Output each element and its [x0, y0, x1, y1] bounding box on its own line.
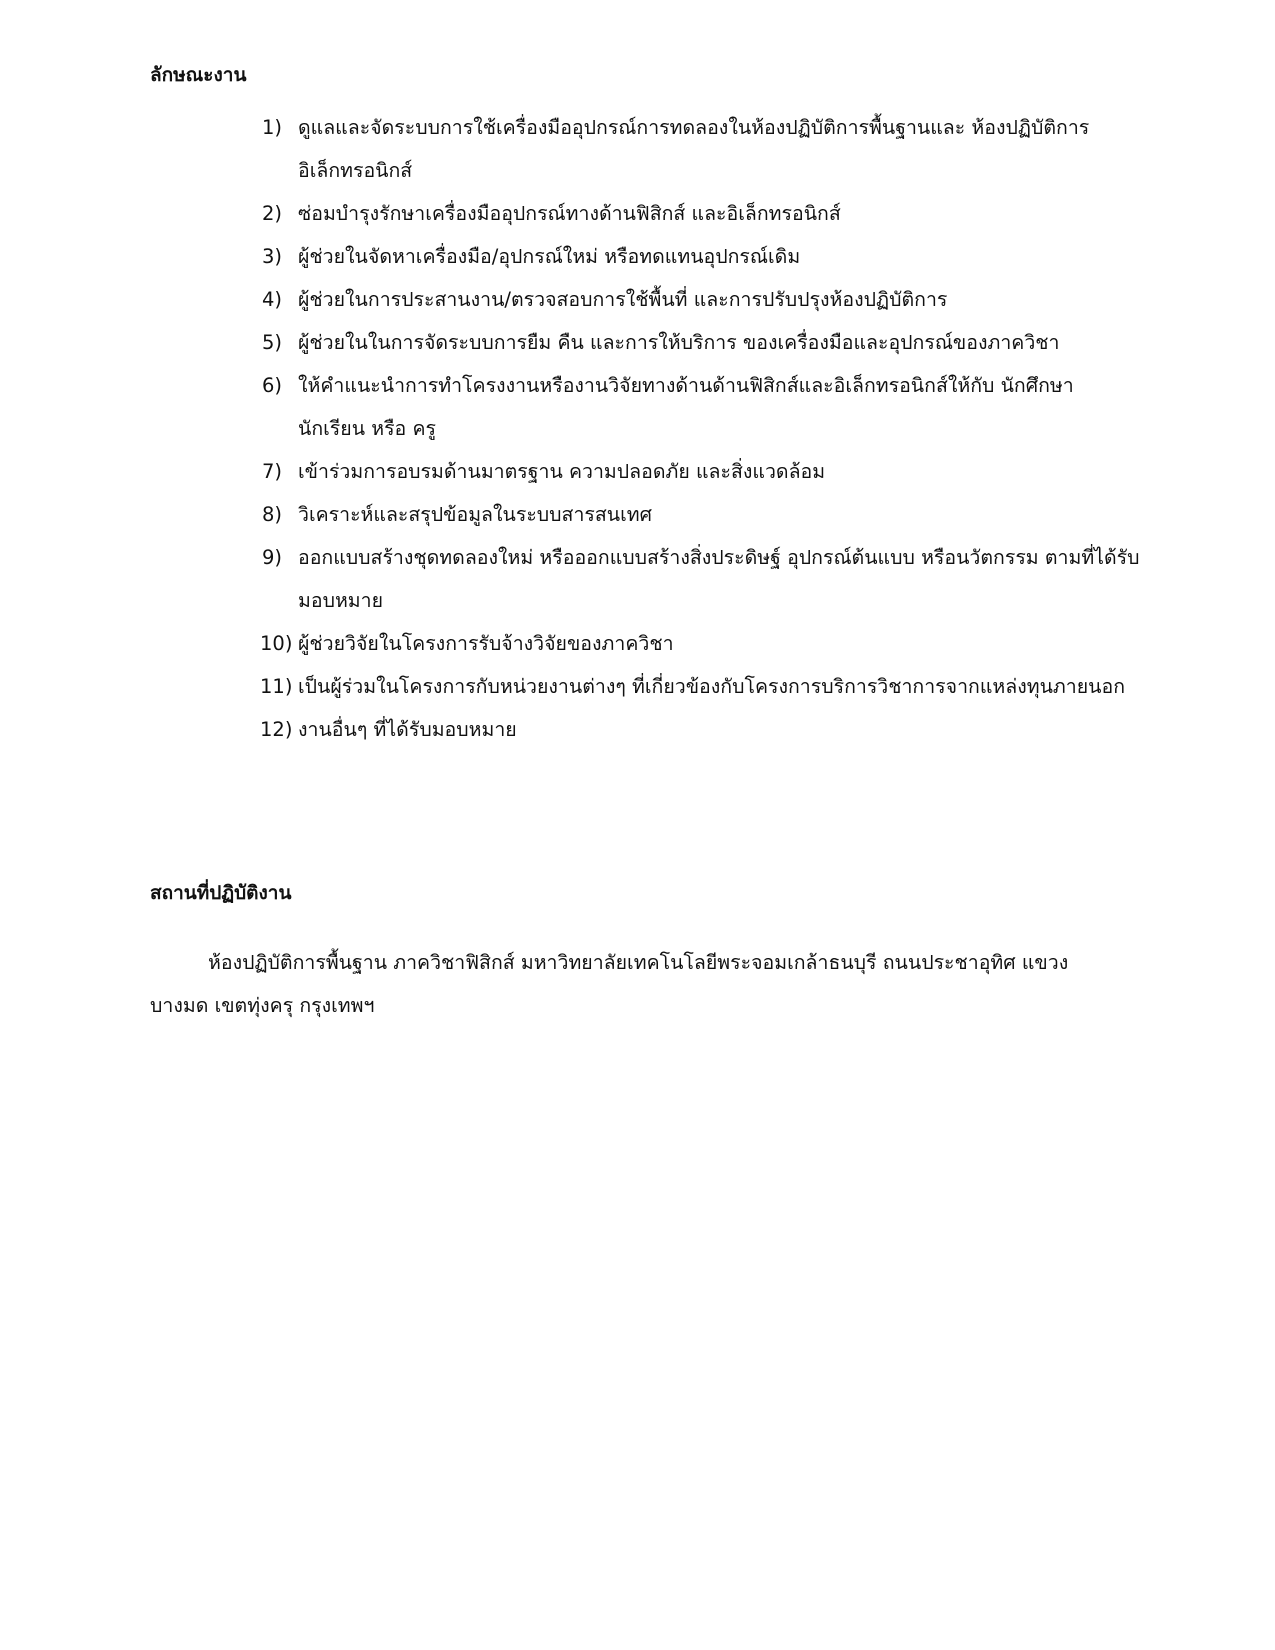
- list-item: [262, 235, 1142, 278]
- list-item-number: 8): [262, 503, 283, 526]
- list-item-text: ผู้ช่วยวิจัยในโครงการรับจ้างวิจัยของภาควิชา: [298, 632, 674, 655]
- list-item: [262, 450, 1142, 493]
- list-item-text: ผู้ช่วยในการประสานงาน/ตรวจสอบการใช้พื้นที่ และการปรับปรุงห้องปฏิบัติการ: [298, 288, 948, 311]
- list-item: [262, 278, 1142, 321]
- list-item-number: 1): [262, 116, 283, 139]
- list-item: [262, 622, 1142, 665]
- list-item-text: เป็นผู้ร่วมในโครงการกับหน่วยงานต่างๆ ที่เกี่ยวข้องกับโครงการบริการวิชาการจากแหล่งทุนภายนอก: [298, 675, 1125, 698]
- list-item-text: ซ่อมบำรุงรักษาเครื่องมืออุปกรณ์ทางด้านฟิสิกส์ และอิเล็กทรอนิกส์: [298, 202, 841, 225]
- list-item-number: 7): [262, 460, 283, 483]
- list-item-number: 12): [260, 718, 293, 741]
- list-item-number: 5): [262, 331, 283, 354]
- list-item-number: 6): [262, 374, 283, 397]
- duties-heading: ลักษณะงาน: [150, 64, 247, 86]
- list-item-number: 3): [262, 245, 283, 268]
- list-item-text: ออกแบบสร้างชุดทดลองใหม่ หรือออกแบบสร้างสิ่งประดิษฐ์ อุปกรณ์ต้นแบบ หรือนวัตกรรม ตามที่ได้รับมอบหมาย: [298, 546, 1140, 612]
- location-heading: สถานที่ปฏิบัติงาน: [150, 882, 292, 904]
- duties-list: [262, 106, 1142, 751]
- list-item: [262, 708, 1142, 751]
- list-item: [262, 106, 1142, 192]
- list-item-number: 4): [262, 288, 283, 311]
- list-item-text: ผู้ช่วยในจัดหาเครื่องมือ/อุปกรณ์ใหม่ หรือทดแทนอุปกรณ์เดิม: [298, 245, 801, 268]
- list-item-number: 11): [260, 675, 293, 698]
- list-item: [262, 192, 1142, 235]
- list-item-text: วิเคราะห์และสรุปข้อมูลในระบบสารสนเทศ: [298, 503, 653, 526]
- list-item: [262, 321, 1142, 364]
- list-item-text: เข้าร่วมการอบรมด้านมาตรฐาน ความปลอดภัย และสิ่งแวดล้อม: [298, 460, 826, 483]
- list-item-text: งานอื่นๆ ที่ได้รับมอบหมาย: [298, 718, 517, 741]
- list-item: [262, 364, 1142, 450]
- list-item-text: ให้คำแนะนำการทำโครงงานหรืองานวิจัยทางด้านด้านฟิสิกส์และอิเล็กทรอนิกส์ให้กับ นักศึกษา นักเรียน หรือ ครู: [298, 374, 1074, 440]
- list-item: [262, 665, 1142, 708]
- list-item: [262, 536, 1142, 622]
- list-item-number: 9): [262, 546, 283, 569]
- list-item: [262, 493, 1142, 536]
- list-item-text: ดูแลและจัดระบบการใช้เครื่องมืออุปกรณ์การทดลองในห้องปฏิบัติการพื้นฐานและ ห้องปฏิบัติการอิเล็กทรอนิกส์: [298, 116, 1090, 182]
- location-paragraph: ห้องปฏิบัติการพื้นฐาน ภาควิชาฟิสิกส์ มหาวิทยาลัยเทคโนโลยีพระจอมเกล้าธนบุรี ถนนประชาอุทิศ แขวง บางมด เขตทุ่งครุ กรุงเทพฯ: [150, 951, 1069, 1017]
- list-item-number: 10): [260, 632, 293, 655]
- list-item-number: 2): [262, 202, 283, 225]
- list-item-text: ผู้ช่วยในในการจัดระบบการยืม คืน และการให้บริการ ของเครื่องมือและอุปกรณ์ของภาควิชา: [298, 331, 1060, 354]
